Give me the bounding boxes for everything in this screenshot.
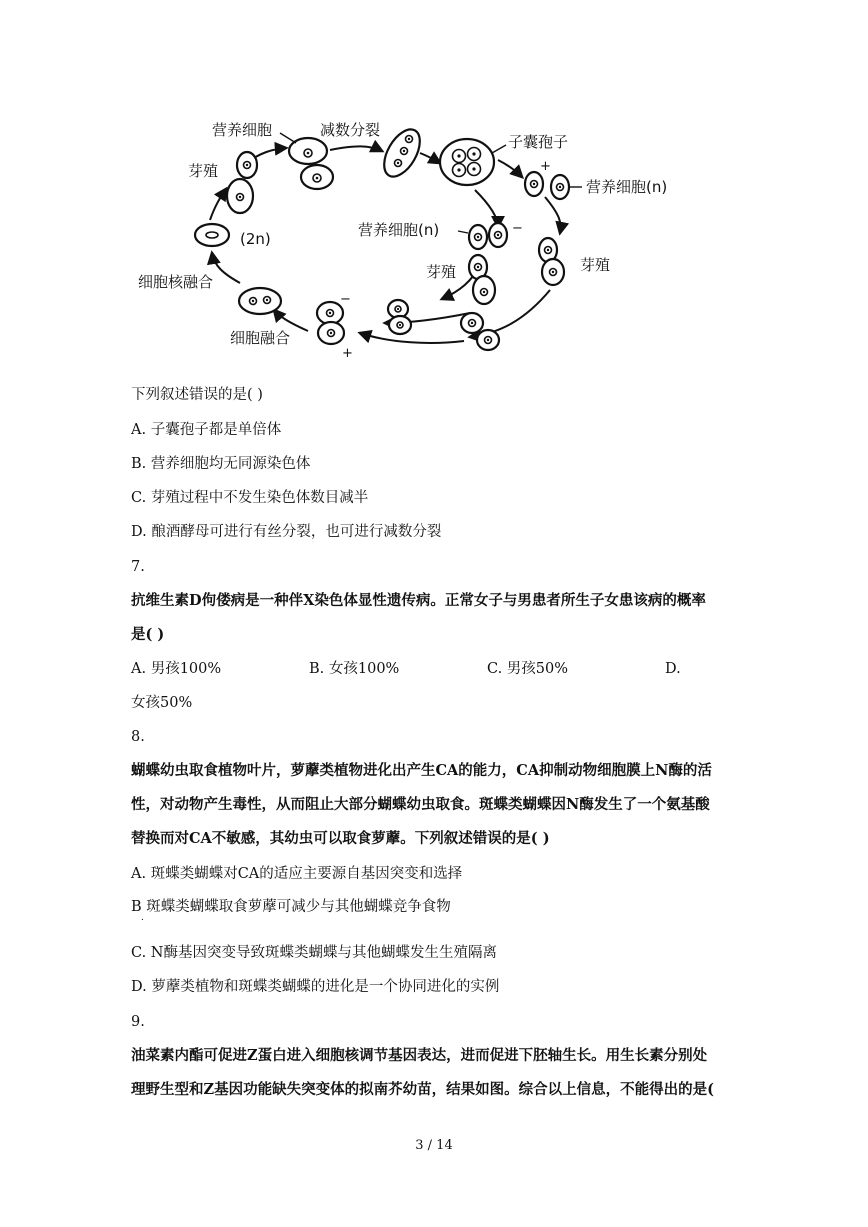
yeast-life-cycle-diagram [120, 105, 760, 375]
label-budding-left: 芽殖 [188, 162, 219, 180]
q8-stem-line-3: 替换而对CA不敏感，其幼虫可以取食萝藦。下列叙述错误的是( ) [131, 830, 550, 847]
sign-minus-mid: − [512, 221, 523, 236]
q7-option-d-text: 女孩50% [131, 695, 193, 711]
arrow-to-budding [210, 189, 226, 220]
label-ascospore: 子囊孢子 [508, 133, 569, 151]
q8-option-b: B 斑蝶类蝴蝶取食萝藦可减少与其他蝴蝶竞争食物 [131, 899, 451, 915]
sign-plus-bottom: + [342, 346, 353, 361]
q7-option-c: C. 男孩50% [487, 661, 569, 677]
q6-option-b: B. 营养细胞均无同源染色体 [131, 456, 311, 472]
arrow-right-down [545, 197, 561, 233]
q8-option-a: A. 斑蝶类蝴蝶对CA的适应主要源自基因突变和选择 [131, 866, 463, 882]
label-budding-mid: 芽殖 [426, 263, 457, 281]
label-nutrient-cell-n-right: 营养细胞(n) [586, 178, 668, 196]
arrow-to-meiosis [330, 146, 382, 151]
q6-option-c: C. 芽殖过程中不发生染色体数目减半 [131, 490, 369, 506]
q7-option-d-label: D. [665, 661, 681, 677]
q9-stem-line-1: 油菜素内酯可促进Z蛋白进入细胞核调节基因表达，进而促进下胚轴生长。用生长素分别处 [131, 1047, 708, 1064]
label-nutrient-cell-n-mid: 营养细胞(n) [358, 221, 440, 239]
q9-stem-line-2: 理野生型和Z基因功能缺失突变体的拟南芥幼苗，结果如图。综合以上信息，不能得出的是( [131, 1081, 714, 1098]
arrow-to-fusion [274, 310, 308, 331]
label-nutrient-cell-top: 营养细胞 [212, 121, 273, 139]
page-number: 3 / 14 [415, 1138, 453, 1153]
q7-stem-line-1: 抗维生素D佝偻病是一种伴X染色体显性遗传病。正常女子与男患者所生子女患该病的概率 [131, 592, 706, 609]
q8-option-d: D. 萝藦类植物和斑蝶类蝴蝶的进化是一个协同进化的实例 [131, 979, 500, 995]
q7-option-b: B. 女孩100% [309, 661, 400, 677]
q8-option-c: C. N酶基因突变导致斑蝶类蝴蝶与其他蝴蝶发生生殖隔离 [131, 945, 497, 961]
q7-option-a: A. 男孩100% [131, 661, 222, 677]
arrow-inner-down [475, 190, 498, 227]
label-cell-fusion: 细胞融合 [230, 329, 291, 347]
label-budding-right: 芽殖 [580, 256, 611, 274]
nuclear-fusion-cell [239, 288, 281, 314]
ascus-icon [440, 139, 494, 185]
q8-stem-line-2: 性，对动物产生毒性，从而阻止大部分蝴蝶幼虫取食。斑蝶类蝴蝶因N酶发生了一个氨基酸 [131, 796, 710, 813]
q8-number: 8. [131, 729, 145, 745]
q7-number: 7. [131, 559, 145, 575]
arrow-to-nuclear-fusion [212, 253, 240, 283]
arrow-bottom [360, 333, 464, 343]
q6-option-d: D. 酿酒酵母可进行有丝分裂，也可进行减数分裂 [131, 524, 442, 540]
arrow-to-ascus [420, 153, 440, 163]
q7-stem-line-2: 是( ) [131, 626, 165, 643]
q8-stem-line-1: 蝴蝶幼虫取食植物叶片，萝藦类植物进化出产生CA的能力，CA抑制动物细胞膜上N酶的活 [131, 762, 712, 779]
arrow-to-spore-plus [498, 160, 522, 177]
label-nuclear-fusion: 细胞核融合 [138, 273, 214, 291]
q6-stem: 下列叙述错误的是( ) [131, 387, 263, 403]
q8-option-b-mark: . [141, 913, 144, 923]
sign-minus-bottom: − [340, 292, 351, 307]
sign-plus-right: + [540, 159, 551, 174]
label-meiosis: 减数分裂 [320, 121, 381, 139]
q6-option-a: A. 子囊孢子都是单倍体 [131, 422, 282, 438]
label-2n: (2n) [240, 230, 271, 248]
q9-number: 9. [131, 1014, 145, 1030]
